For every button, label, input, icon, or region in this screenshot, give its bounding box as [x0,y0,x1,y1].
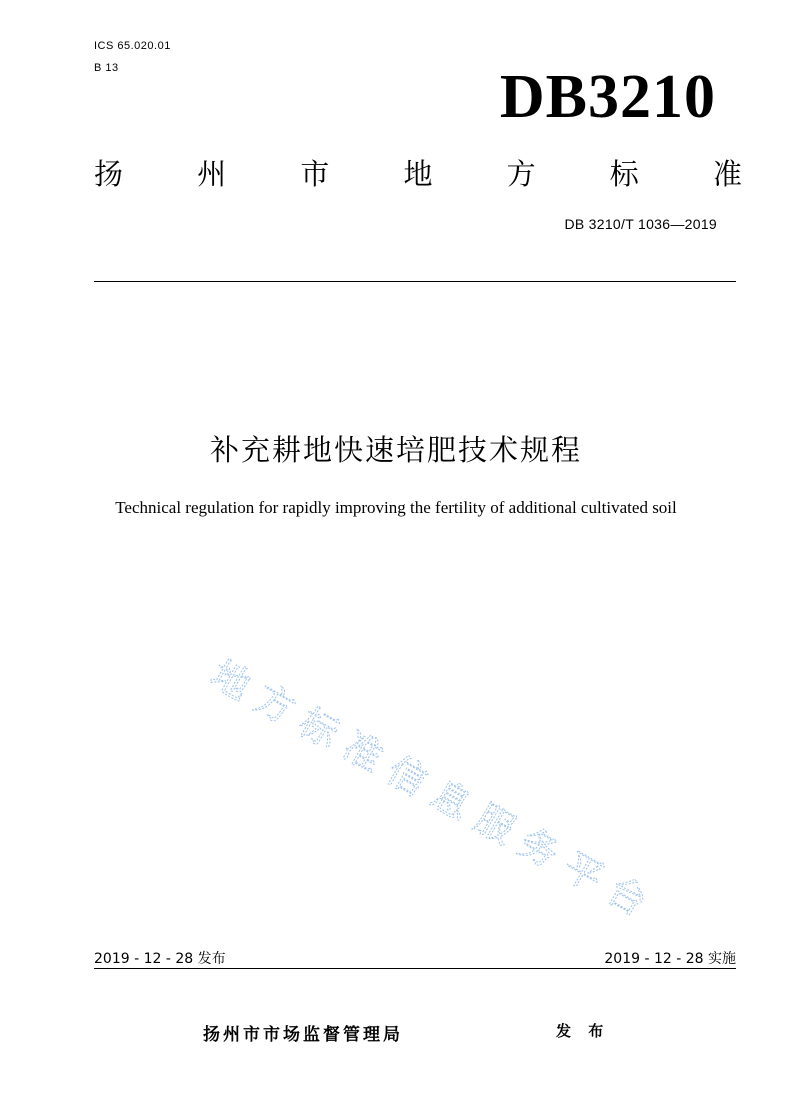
watermark-char: 服 [467,795,523,853]
standard-number: DB 3210/T 1036—2019 [564,216,717,232]
db-code: DB3210 [499,63,716,131]
document-title-chinese: 补充耕地快速培肥技术规程 [209,433,582,467]
watermark-char: 方 [247,675,303,733]
standard-type-char: 方 [506,157,536,191]
issuing-authority: 扬州市市场监督管理局 [203,1025,403,1045]
issue-label: 发 布 [556,1022,610,1040]
watermark-char: 地 [203,651,259,709]
watermark-graphic [196,650,666,930]
watermark-char: 台 [599,867,655,925]
implementation-date: 2019 - 12 - 28 实施 [604,951,736,967]
watermark-char: 标 [291,699,347,757]
header-divider [94,281,736,282]
footer-divider [94,968,736,969]
watermark-char: 务 [511,819,567,877]
standard-type-char: 市 [300,157,330,191]
standard-type-char: 州 [197,157,227,191]
standard-type-char: 扬 [94,157,124,191]
watermark-char: 息 [423,771,479,829]
watermark-char: 信 [379,747,435,805]
standard-type-char: 地 [403,157,433,191]
standard-type-char: 标 [609,157,639,191]
ccs-code: B 13 [94,62,119,74]
issue-date: 2019 - 12 - 28 发布 [94,951,226,967]
watermark [196,650,666,930]
document-title-english: Technical regulation for rapidly improving the fertility of additional cultivated soil [115,498,677,517]
watermark-char: 准 [335,723,391,781]
ics-code: ICS 65.020.01 [94,40,171,52]
watermark-char: 平 [555,843,611,901]
standard-type-char: 准 [712,157,742,191]
standard-type [94,156,742,192]
